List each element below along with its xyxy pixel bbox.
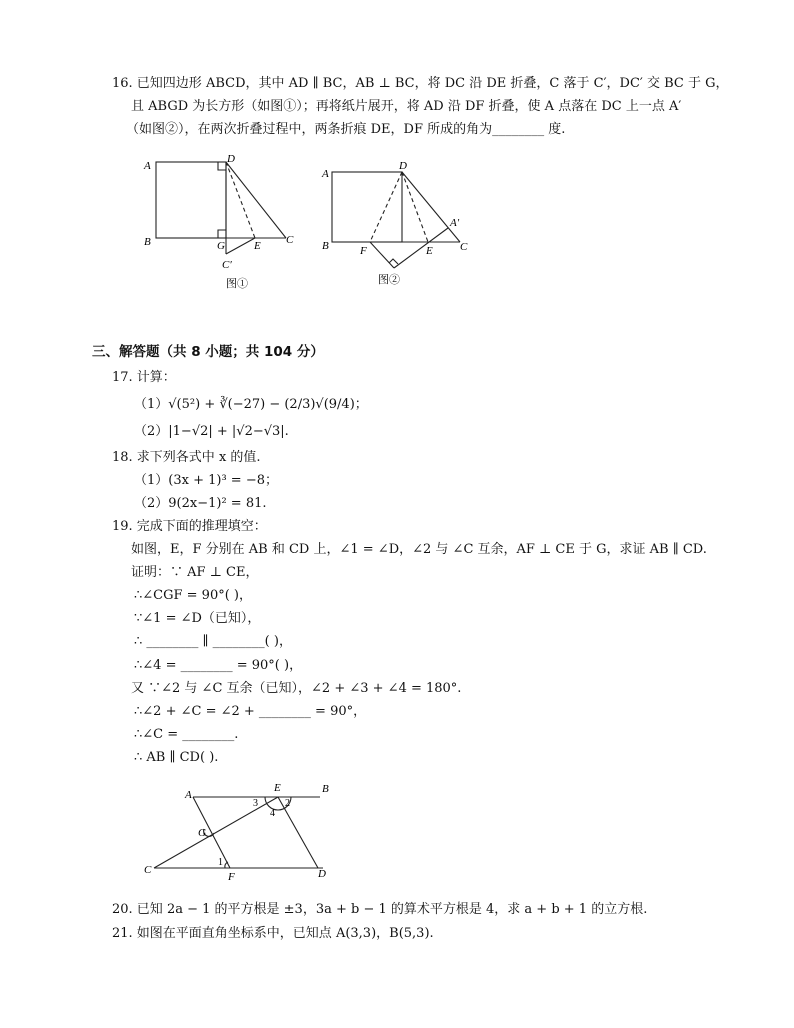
section-title: 三、解答题（共 8 小题；共 104 分） (92, 344, 324, 360)
fig3-label-e: E (274, 782, 281, 794)
fig1-label-a: A (144, 160, 151, 172)
fig3-label-g: G (198, 827, 206, 839)
fig1-label-e: E (254, 240, 261, 252)
fig3-label-d: D (318, 868, 326, 880)
fig2-label-c: C (460, 241, 468, 253)
q19-step4: ∴ ________ ∥ ________( )， (134, 634, 292, 649)
q18-part1: （1）(3x + 1)³ = −8； (134, 473, 278, 488)
q19-stem: 如图，E，F 分别在 AB 和 CD 上，∠1 = ∠D，∠2 与 ∠C 互余，AF ⊥ CE 于 G，求证 AB ∥ CD. (131, 542, 707, 557)
q19-step8: ∴∠C = ________. (134, 727, 239, 742)
fig3-angle-4: 4 (270, 808, 275, 819)
q16-line2: 且 ABGD 为长方形（如图①）；再将纸片展开，将 AD 沿 DF 折叠，使 A 点落在 DC 上一点 A′ (131, 99, 682, 114)
q16-figure-1 (136, 150, 306, 292)
fig3-angle-3: 3 (253, 798, 258, 809)
fig3-label-f: F (228, 871, 235, 882)
fig3-label-b: B (322, 783, 329, 795)
q17-part2: （2）|1−√2| + |√2−√3|. (134, 424, 289, 439)
fig3-angle-1: 1 (218, 857, 223, 868)
fig2-caption: 图② (378, 274, 400, 286)
fig2-label-f: F (360, 245, 367, 257)
q19-step3: ∵∠1 = ∠D（已知）， (134, 611, 261, 626)
q18-part2: （2）9(2x−1)² = 81. (134, 496, 267, 511)
fig3-label-c: C (144, 864, 152, 876)
q16-line3: （如图②），在两次折叠过程中，两条折痕 DE，DF 所成的角为________ 度. (126, 122, 566, 137)
fig1-label-c-prime: C′ (222, 259, 232, 271)
fig1-caption: 图① (226, 278, 248, 290)
q17-title: 17. 计算： (112, 370, 176, 385)
fig2-label-a: A (322, 168, 329, 180)
q16-figure-2 (316, 150, 486, 292)
fig1-label-d: D (227, 153, 235, 165)
q21-text: 21. 如图在平面直角坐标系中，已知点 A(3,3)，B(5,3). (112, 926, 434, 941)
q16-line1: 16. 已知四边形 ABCD，其中 AD ∥ BC，AB ⊥ BC，将 DC 沿 DE 折叠，C 落于 C′，DC′ 交 BC 于 G， (112, 76, 729, 91)
fig3-label-a: A (185, 789, 192, 801)
q19-step9: ∴ AB ∥ CD( ). (134, 750, 219, 765)
fig2-label-b: B (322, 240, 329, 252)
q19-step2: ∴∠CGF = 90°( )， (134, 588, 252, 603)
fig2-label-a-prime: A′ (450, 217, 460, 229)
fig1-label-b: B (144, 236, 151, 248)
fig3-angle-2: 2 (285, 798, 290, 809)
q19-step5: ∴∠4 = ________ = 90°( )， (134, 658, 303, 673)
q19-title: 19. 完成下面的推理填空： (112, 519, 267, 534)
q17-part1: （1）√(5²) + ∛(−27) − (2/3)√(9/4)； (134, 397, 368, 412)
q18-title: 18. 求下列各式中 x 的值. (112, 450, 261, 465)
q19-figure (140, 778, 350, 882)
q20-text: 20. 已知 2a − 1 的平方根是 ±3，3a + b − 1 的算术平方根是 4，求 a + b + 1 的立方根. (112, 902, 648, 917)
q19-step1: 证明：∵ AF ⊥ CE， (131, 565, 259, 580)
fig1-label-c: C (286, 234, 294, 246)
fig2-label-e: E (426, 245, 433, 257)
q19-step7: ∴∠2 + ∠C = ∠2 + ________ = 90°， (134, 704, 367, 719)
fig1-label-g: G (217, 240, 225, 252)
q19-step6: 又 ∵∠2 与 ∠C 互余（已知），∠2 + ∠3 + ∠4 = 180°. (131, 681, 462, 696)
fig2-label-d: D (399, 160, 407, 172)
